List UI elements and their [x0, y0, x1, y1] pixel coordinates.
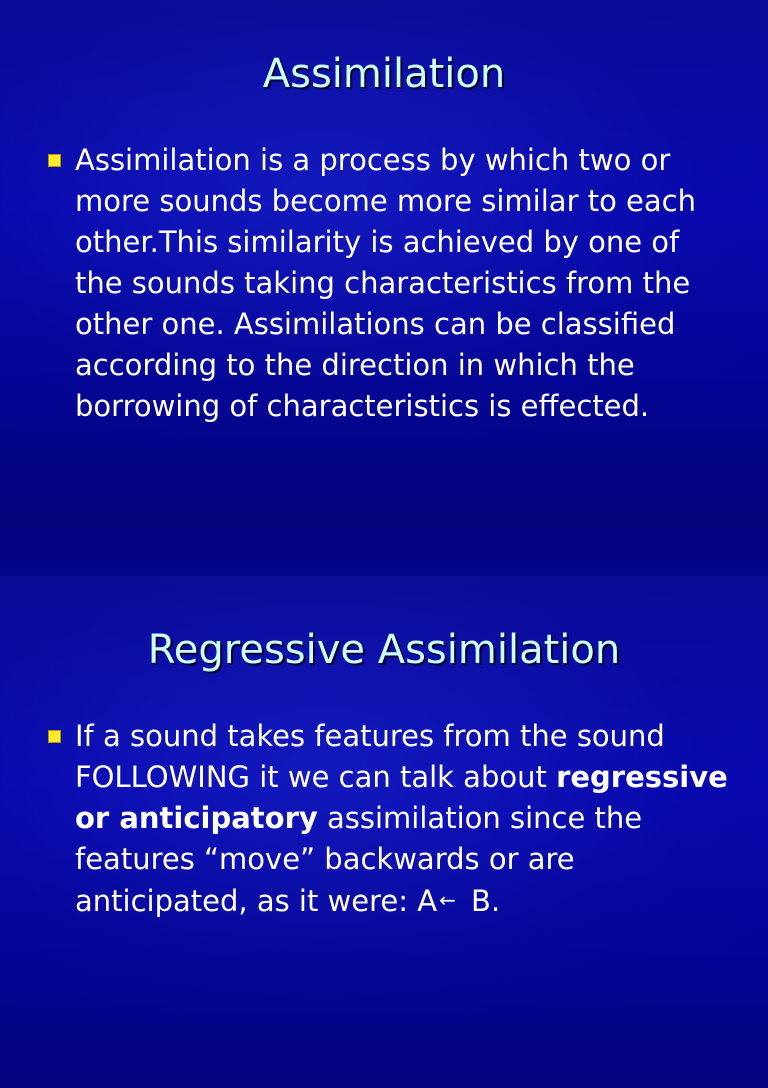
square-bullet-icon — [48, 730, 61, 743]
slide-title: Assimilation — [262, 51, 506, 97]
bullet-text-part: If a sound takes features from the sound FOLLOWING it we can talk about — [75, 719, 665, 794]
square-bullet-icon — [48, 154, 61, 167]
bullet-text: Assimilation is a process by which two or more sounds become more similar to each other.This similarity is achieved by one of the sounds taking characteristics from the other one. Assimilations can be classified according to the direction in which the borrowing of characteristics is effected. — [75, 143, 696, 423]
bullet-text-part: assimilation since the features “move” backwards or are anticipated, as it were: A — [75, 801, 643, 918]
bullet-item — [48, 140, 728, 427]
slide-title: Regressive Assimilation — [147, 627, 621, 673]
bold-term: regressive or anticipatory — [75, 760, 728, 835]
slide-assimilation — [0, 0, 768, 512]
left-arrow-icon: ← — [439, 888, 456, 912]
bullet-item — [48, 716, 728, 922]
slide-regressive-assimilation — [0, 576, 768, 1088]
bullet-text — [75, 716, 728, 922]
bullet-text-part: B. — [461, 884, 501, 918]
slide-separator — [0, 512, 768, 576]
